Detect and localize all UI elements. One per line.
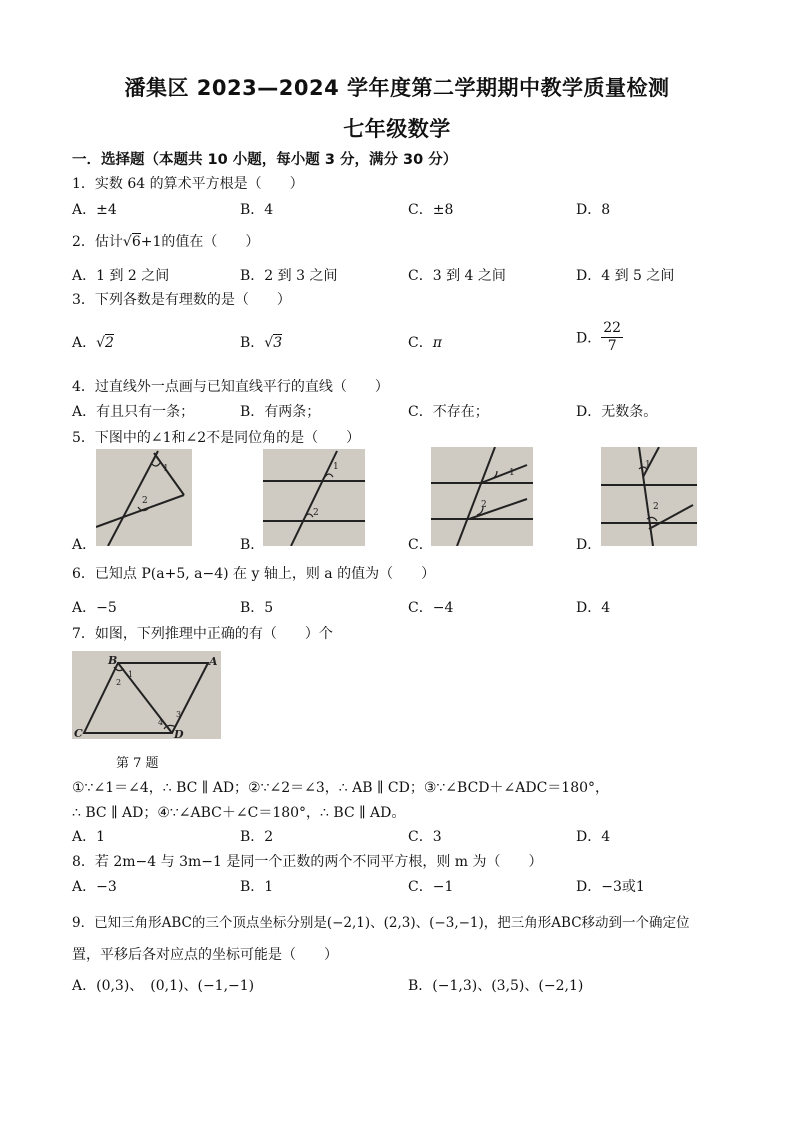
q5-figure-d — [601, 447, 697, 546]
q8-option-a: A．−3 — [72, 879, 117, 895]
q5-stem: 5．下图中的∠1和∠2不是同位角的是（ ） — [72, 430, 361, 446]
q6-option-a: A．−5 — [72, 600, 117, 616]
q3-stem: 3．下列各数是有理数的是（ ） — [72, 292, 291, 308]
section-heading: 一．选择题（本题共 10 小题，每小题 3 分，满分 30 分） — [72, 152, 458, 168]
q8-stem: 8．若 2m−4 与 3m−1 是同一个正数的两个不同平方根，则 m 为（ ） — [72, 854, 543, 870]
sqrt-sign: √ — [122, 234, 132, 250]
q5-figure-a — [96, 449, 192, 546]
page-subtitle: 七年级数学 — [343, 117, 451, 141]
q7-reasoning-line2: ∴ BC ∥ AD；④∵∠ABC＋∠C＝180°，∴ BC ∥ AD。 — [72, 805, 406, 821]
angle-label-2: 2 — [116, 678, 122, 687]
sqrt-sign: √ — [264, 335, 274, 351]
q3-option-c-value: π — [432, 335, 442, 351]
q2-stem — [72, 231, 259, 251]
fraction-denominator: 7 — [607, 337, 617, 354]
angle-label-1: 1 — [645, 460, 651, 470]
q2-stem-post: +1的值在（ ） — [140, 234, 260, 250]
q7-option-c: C．3 — [408, 829, 442, 845]
q6-option-c: C．−4 — [408, 600, 454, 616]
q3-option-b-label: B． — [240, 335, 265, 351]
q7-option-d: D．4 — [576, 829, 611, 845]
q1-option-b: B．4 — [240, 202, 274, 218]
angle-label-2: 2 — [653, 502, 659, 512]
q2-option-b: B．2 到 3 之间 — [240, 268, 338, 284]
q5-option-a: A． — [72, 537, 97, 553]
fraction-numerator: 22 — [603, 320, 622, 336]
angle-label-4: 4 — [158, 718, 164, 727]
vertex-label-d: D — [174, 728, 184, 739]
q7-reasoning-line1: ①∵∠1＝∠4，∴ BC ∥ AD；②∵∠2＝∠3，∴ AB ∥ CD；③∵∠BCD＋∠ADC＝180°， — [72, 780, 610, 796]
q2-option-a: A．1 到 2 之间 — [72, 268, 170, 284]
q1-option-c: C．±8 — [408, 202, 454, 218]
q8-option-c: C．−1 — [408, 879, 454, 895]
q5-figure-b — [263, 449, 365, 546]
q4-option-c: C．不存在； — [408, 404, 489, 420]
q4-option-a: A．有且只有一条； — [72, 404, 195, 420]
q3-option-d-fraction — [601, 320, 623, 355]
q3-option-c-label: C． — [408, 335, 433, 351]
q3-option-b-radicand: 3 — [273, 335, 283, 351]
q9-option-b: B．(−1,3)、(3,5)、(−2,1) — [408, 978, 584, 994]
angle-label-1: 1 — [163, 464, 169, 474]
angle-label-2: 2 — [313, 508, 319, 518]
q3-option-a — [72, 332, 114, 352]
q4-option-b: B．有两条； — [240, 404, 321, 420]
vertex-label-a: A — [209, 655, 218, 668]
q3-option-b — [240, 332, 282, 352]
q7-figure — [72, 651, 221, 739]
q5-option-d: D． — [576, 537, 602, 553]
q6-stem: 6．已知点 P(a+5, a−4) 在 y 轴上，则 a 的值为（ ） — [72, 566, 436, 582]
q9-stem-line1: 9．已知三角形ABC的三个顶点坐标分别是(−2,1)、(2,3)、(−3,−1)，把三角形ABC移动到一个确定位 — [72, 915, 690, 931]
q7-figure-caption: 第 7 题 — [116, 756, 159, 771]
angle-label-1: 1 — [128, 670, 134, 679]
angle-label-2: 2 — [481, 500, 487, 510]
q7-stem: 7．如图，下列推理中正确的有（ ）个 — [72, 626, 333, 642]
q4-option-d: D．无数条。 — [576, 404, 658, 420]
sqrt-sign: √ — [96, 335, 106, 351]
q6-option-b: B．5 — [240, 600, 274, 616]
q3-option-c — [408, 332, 442, 352]
q1-stem: 1．实数 64 的算术平方根是（ ） — [72, 176, 304, 192]
q5-figure-c — [431, 447, 533, 546]
q2-option-c: C．3 到 4 之间 — [408, 268, 506, 284]
q9-option-a: A．(0,3)、 (0,1)、(−1,−1) — [72, 978, 255, 994]
q6-option-d: D．4 — [576, 600, 611, 616]
angle-label-1: 1 — [333, 462, 339, 472]
q5-option-b: B． — [240, 537, 265, 553]
q7-option-b: B．2 — [240, 829, 274, 845]
q5-option-c: C． — [408, 537, 433, 553]
q3-option-d — [576, 320, 623, 355]
page-title: 潘集区 2023—2024 学年度第二学期期中教学质量检测 — [124, 76, 670, 100]
q4-stem: 4．过直线外一点画与已知直线平行的直线（ ） — [72, 379, 389, 395]
angle-label-1: 1 — [509, 468, 515, 478]
q2-option-d: D．4 到 5 之间 — [576, 268, 675, 284]
q1-option-d: D．8 — [576, 202, 611, 218]
q3-option-d-label: D． — [576, 330, 602, 347]
q9-stem-line2: 置，平移后各对应点的坐标可能是（ ） — [72, 947, 338, 963]
q2-stem-pre: 2．估计 — [72, 234, 123, 250]
q2-radicand: 6 — [131, 234, 141, 250]
q1-option-a: A．±4 — [72, 202, 117, 218]
q3-option-a-label: A． — [72, 335, 97, 351]
vertex-label-b: B — [108, 654, 118, 667]
q8-option-d: D．−3或1 — [576, 879, 645, 895]
q8-option-b: B．1 — [240, 879, 274, 895]
q7-option-a: A．1 — [72, 829, 106, 845]
angle-label-3: 3 — [176, 710, 182, 719]
q3-option-a-radicand: 2 — [105, 335, 114, 351]
angle-label-2: 2 — [142, 496, 148, 506]
vertex-label-c: C — [74, 727, 83, 739]
